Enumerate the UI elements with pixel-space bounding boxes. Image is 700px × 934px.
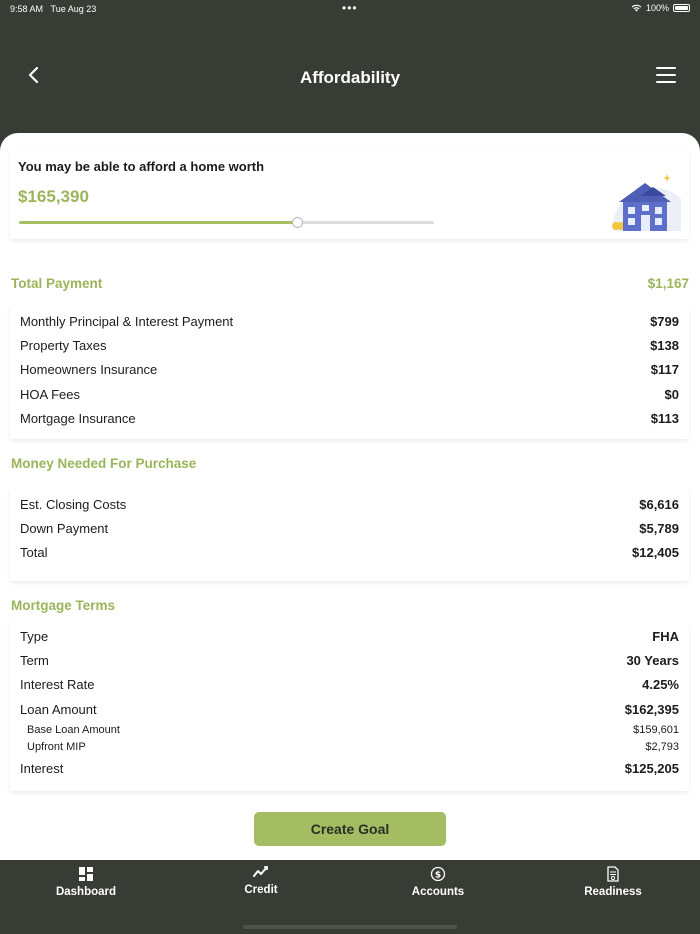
battery-percent: 100% (645, 3, 669, 13)
price-slider[interactable] (19, 221, 434, 224)
mortgage-terms-card (10, 621, 689, 791)
create-goal-button[interactable]: Create Goal (254, 812, 446, 846)
table-row: HOA Fees $0 (20, 386, 679, 402)
table-row: Homeowners Insurance $117 (20, 362, 679, 378)
table-row: Type FHA (20, 629, 679, 644)
table-row: Interest Rate 4.25% (20, 677, 679, 693)
home-indicator (243, 925, 457, 929)
tab-label: Accounts (411, 886, 465, 898)
table-row: Base Loan Amount $159,601 (27, 723, 679, 736)
nav-header (0, 18, 700, 133)
readiness-icon (605, 866, 621, 882)
tab-label: Credit (244, 884, 278, 896)
trend-icon (253, 864, 269, 880)
status-bar (0, 0, 700, 18)
status-right (631, 3, 690, 13)
hamburger-menu-icon[interactable] (654, 65, 678, 85)
battery-icon (673, 4, 690, 12)
table-row: Total $12,405 (20, 545, 679, 561)
content-sheet (0, 133, 700, 860)
table-row: Down Payment $5,789 (20, 521, 679, 537)
mortgage-terms-title: Mortgage Terms (11, 598, 116, 613)
page-title: Affordability (299, 68, 401, 87)
total-payment-value: $1,167 (647, 276, 689, 291)
multitask-dots-icon[interactable]: ••• (342, 1, 358, 15)
table-row: Est. Closing Costs $6,616 (20, 497, 679, 512)
tab-credit[interactable] (201, 864, 321, 896)
dashboard-icon (78, 866, 94, 882)
money-needed-card (10, 489, 689, 581)
tab-dashboard[interactable] (26, 866, 146, 898)
table-row: Term 30 Years (20, 653, 679, 669)
afford-label: You may be able to afford a home worth (18, 159, 265, 174)
tab-accounts[interactable] (378, 866, 498, 898)
table-row: Upfront MIP $2,793 (27, 741, 679, 754)
total-payment-title: Total Payment (11, 276, 103, 291)
money-needed-title: Money Needed For Purchase (11, 456, 197, 471)
table-row: Monthly Principal & Interest Payment $799 (20, 314, 679, 329)
table-row: Interest $125,205 (20, 760, 679, 776)
house-illustration (601, 171, 681, 231)
tab-label: Dashboard (55, 886, 117, 898)
bottom-tab-bar (0, 860, 700, 934)
tab-readiness[interactable] (553, 866, 673, 898)
tab-label: Readiness (584, 886, 642, 898)
total-payment-card (10, 306, 689, 439)
accounts-icon (430, 866, 446, 882)
table-row: Property Taxes $138 (20, 338, 679, 354)
affordability-card (10, 151, 689, 239)
afford-amount: $165,390 (18, 187, 89, 206)
table-row: Mortgage Insurance $113 (20, 410, 679, 426)
slider-thumb[interactable] (292, 217, 303, 228)
slider-fill (19, 221, 297, 224)
wifi-icon (631, 4, 642, 12)
status-time: 9:58 AM Tue Aug 23 (10, 4, 97, 14)
svg-text:$: $ (434, 870, 442, 881)
table-row: Loan Amount $162,395 (20, 701, 679, 717)
